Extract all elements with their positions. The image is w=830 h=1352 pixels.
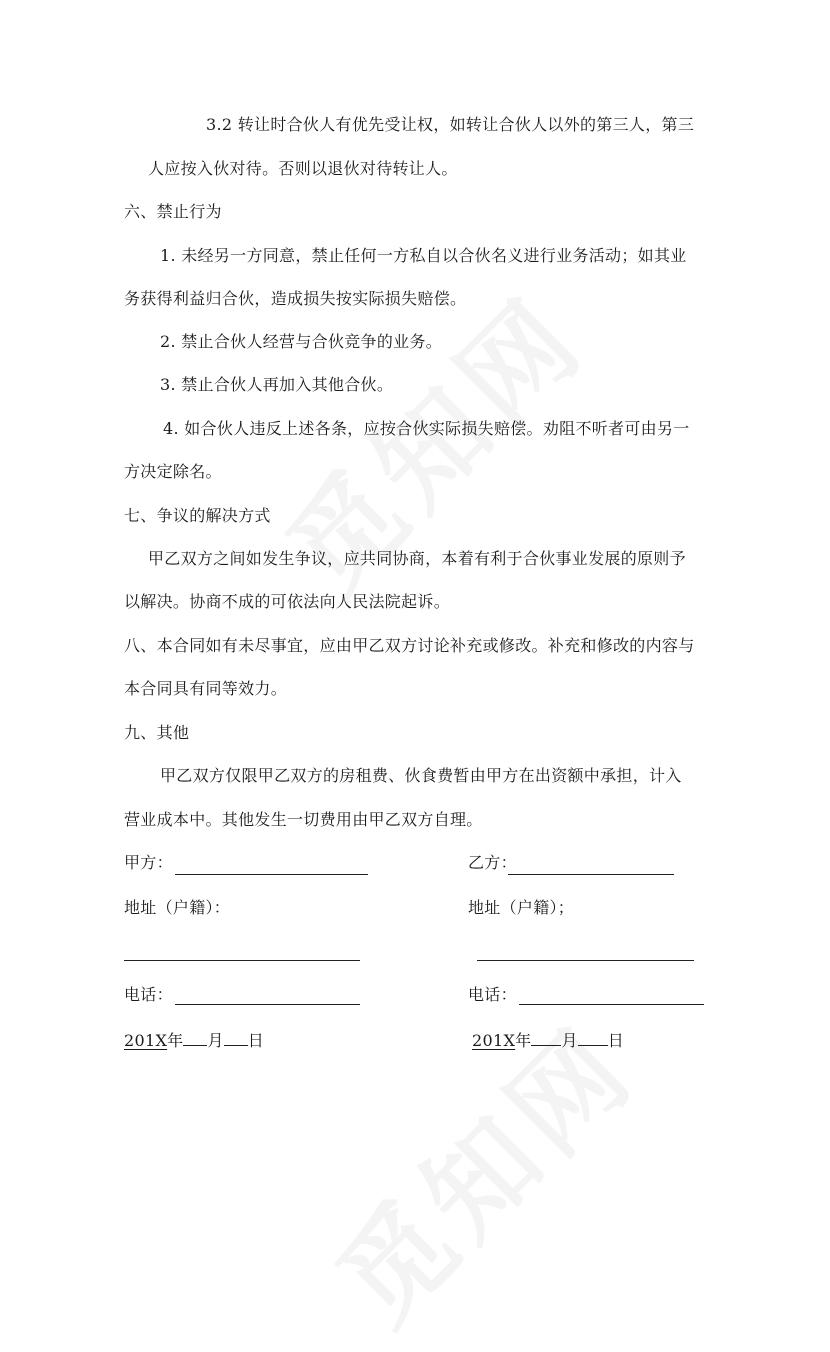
- section-6-item-3: 3. 禁止合伙人再加入其他合伙。: [160, 375, 394, 394]
- section-6-item-1-line-2: 务获得利益归合伙，造成损失按实际损失赔偿。: [124, 289, 467, 308]
- party-a-label: 甲方：: [124, 853, 173, 872]
- party-a-address-line[interactable]: [124, 960, 360, 961]
- party-b-date: [472, 1027, 624, 1052]
- section-9-line-1: 甲乙双方仅限甲乙双方的房租费、伙食费暂由甲方在出资额中承担，计入: [160, 766, 682, 785]
- section-7-line-1: 甲乙双方之间如发生争议，应共同协商，本着有利于合伙事业发展的原则予: [148, 549, 686, 568]
- clause-3-2-line-1: 3.2 转让时合伙人有优先受让权，如转让合伙人以外的第三人，第三: [206, 115, 695, 134]
- party-a-phone-line[interactable]: [175, 1004, 360, 1005]
- party-a-month-blank[interactable]: [183, 1027, 207, 1046]
- party-b-address-line[interactable]: [477, 960, 694, 961]
- section-9-heading: 九、其他: [124, 723, 190, 742]
- party-b-address-label: 地址（户籍）；: [468, 898, 575, 917]
- party-a-phone-label: 电话：: [124, 985, 173, 1004]
- section-6-item-4-line-1: 4. 如合伙人违反上述各条，应按合伙实际损失赔偿。劝阻不听者可由另一: [163, 419, 690, 438]
- party-a-day-blank[interactable]: [224, 1027, 248, 1046]
- party-b-month: 月: [561, 1031, 578, 1050]
- section-9-line-2: 营业成本中。其他发生一切费用由甲乙双方自理。: [124, 810, 483, 829]
- party-b-day: 日: [607, 1031, 625, 1050]
- party-a-month: 月: [207, 1031, 224, 1050]
- section-8-line-1: 八、本合同如有未尽事宜，应由甲乙双方讨论补充或修改。补充和修改的内容与: [124, 636, 695, 655]
- party-b-year: 201X: [472, 1031, 516, 1050]
- party-a-year: 201X: [124, 1031, 168, 1050]
- party-b-signature-line[interactable]: [508, 874, 674, 875]
- section-6-item-4-line-2: 方决定除名。: [124, 462, 222, 481]
- section-6-heading: 六、禁止行为: [124, 202, 222, 221]
- section-7-heading: 七、争议的解决方式: [124, 506, 271, 525]
- party-b-year-suffix: 年: [515, 1031, 532, 1050]
- clause-3-2-line-2: 人应按入伙对待。否则以退伙对待转让人。: [148, 159, 458, 178]
- party-b-phone-line[interactable]: [519, 1004, 704, 1005]
- section-8-line-2: 本合同具有同等效力。: [124, 679, 288, 698]
- section-7-line-2: 以解决。协商不成的可依法向人民法院起诉。: [124, 592, 451, 611]
- party-b-month-blank[interactable]: [531, 1027, 561, 1046]
- party-a-date: [124, 1027, 264, 1052]
- party-a-year-suffix: 年: [167, 1031, 184, 1050]
- party-a-day: 日: [247, 1031, 265, 1050]
- party-b-label: 乙方：: [468, 853, 517, 872]
- party-b-day-blank[interactable]: [578, 1027, 608, 1046]
- party-a-signature-line[interactable]: [175, 874, 368, 875]
- section-6-item-1-line-1: 1. 未经另一方同意，禁止任何一方私自以合伙名义进行业务活动；如其业: [160, 246, 687, 265]
- section-6-item-2: 2. 禁止合伙人经营与合伙竞争的业务。: [160, 332, 443, 351]
- party-a-address-label: 地址（户籍）：: [124, 898, 231, 917]
- party-b-phone-label: 电话：: [468, 985, 517, 1004]
